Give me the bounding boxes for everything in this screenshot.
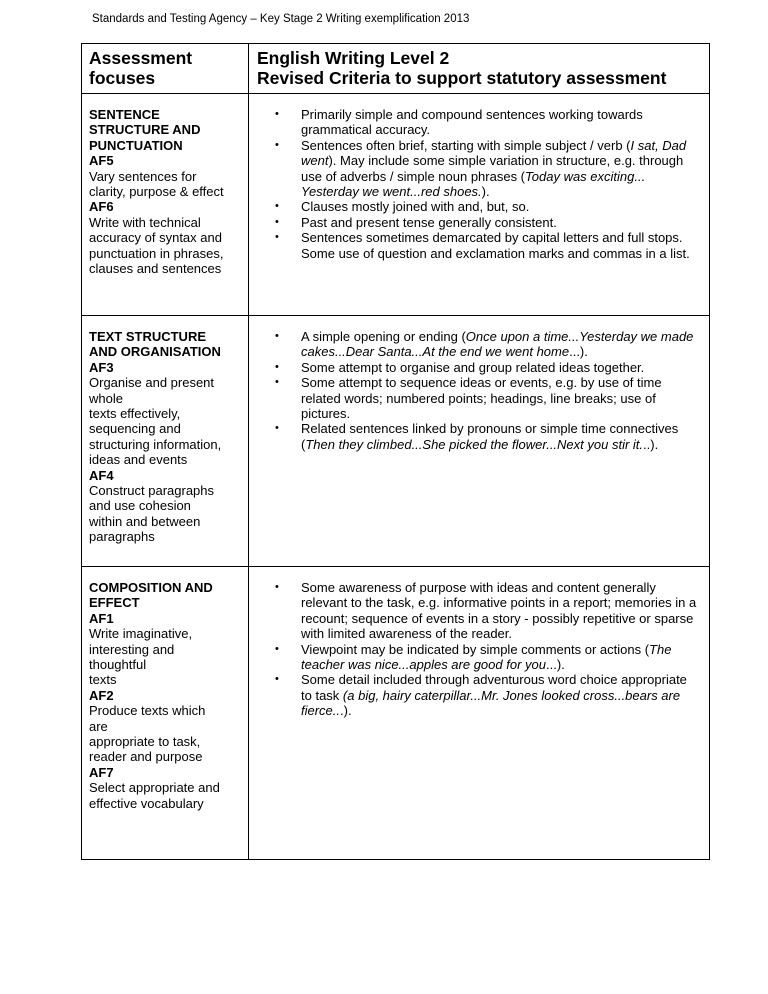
page-header: Standards and Testing Agency – Key Stage 2 Writing exemplification 2013 bbox=[92, 13, 470, 25]
af-description: texts bbox=[89, 672, 117, 688]
af-description: reader and purpose bbox=[89, 749, 203, 765]
af-description: Construct paragraphs bbox=[89, 483, 215, 499]
af-description: ideas and events bbox=[89, 452, 188, 468]
criteria-item bbox=[249, 421, 701, 452]
table-header-row bbox=[82, 44, 710, 94]
criteria-list bbox=[249, 107, 701, 261]
criteria-item bbox=[249, 329, 701, 360]
criteria-item bbox=[249, 107, 701, 138]
criteria-item bbox=[249, 375, 701, 421]
af-code: AF1 bbox=[89, 610, 114, 626]
section-heading: PUNCTUATION bbox=[89, 137, 183, 153]
criteria-text: ). bbox=[481, 184, 490, 200]
af-description: thoughtful bbox=[89, 657, 147, 673]
af-description: punctuation in phrases, bbox=[89, 245, 224, 261]
criteria-text: Some attempt to organise and group related ideas together. bbox=[301, 359, 645, 375]
criteria-text: ). May include some simple variation in structure, e.g. through use of adverbs / simple noun phrases ( bbox=[301, 153, 684, 184]
af-description: are bbox=[89, 718, 108, 734]
criteria-header bbox=[249, 44, 710, 94]
criteria-text: A simple opening or ending ( bbox=[301, 329, 466, 344]
criteria-text: Some detail included through adventurous word choice appropriate to task bbox=[301, 672, 687, 703]
criteria-text: Sentences sometimes demarcated by capital letters and full stops. Some use of question and exclamation marks and commas in a list. bbox=[301, 230, 690, 261]
assessment-focuses-header bbox=[82, 44, 249, 94]
criteria-text: Past and present tense generally consistent. bbox=[301, 214, 557, 230]
af-code: AF6 bbox=[89, 199, 114, 215]
section-heading: EFFECT bbox=[89, 595, 140, 611]
af-description: Organise and present bbox=[89, 375, 215, 391]
header-line: Revised Criteria to support statutory assessment bbox=[257, 68, 667, 88]
criteria-item bbox=[249, 215, 701, 230]
af-code: AF3 bbox=[89, 359, 114, 375]
af-description: texts effectively, bbox=[89, 406, 181, 422]
af-description: within and between bbox=[89, 513, 201, 529]
section-heading: AND ORGANISATION bbox=[89, 344, 221, 360]
example-text: Once upon a time...Yesterday we made cakes...Dear Santa...At the end we went home bbox=[301, 329, 694, 360]
table-row bbox=[82, 567, 710, 860]
criteria-text: ...). bbox=[545, 657, 565, 673]
example-text: Then they climbed...She picked the flower...Next you stir it. bbox=[305, 436, 644, 452]
header-line: Assessment bbox=[89, 48, 193, 68]
criteria-text: ...). bbox=[569, 344, 588, 360]
af-description: Write with technical bbox=[89, 214, 201, 230]
table-row bbox=[82, 94, 710, 316]
header-line: focuses bbox=[89, 68, 156, 88]
criteria-item bbox=[249, 230, 701, 261]
section-heading: STRUCTURE AND bbox=[89, 122, 201, 138]
example-text: Today was exciting... Yesterday we went...red shoes. bbox=[301, 168, 646, 200]
criteria-text: Sentences often brief, starting with simple subject / verb ( bbox=[301, 137, 631, 153]
section-heading: SENTENCE bbox=[89, 107, 160, 122]
example-text: (a big, hairy caterpillar...Mr. Jones looked cross...bears are fierce.. bbox=[301, 687, 681, 719]
af-code: AF4 bbox=[89, 467, 114, 483]
af-description: Select appropriate and bbox=[89, 780, 220, 796]
af-description: sequencing and bbox=[89, 421, 181, 437]
criteria-cell bbox=[249, 94, 710, 316]
af-code: AF7 bbox=[89, 764, 114, 780]
af-description: whole bbox=[89, 390, 123, 406]
criteria-text: ..). bbox=[643, 436, 659, 452]
af-description: interesting and bbox=[89, 641, 175, 657]
criteria-text: Some awareness of purpose with ideas and content generally relevant to the task, e.g. informative points in a report; memories in a recount; sequence of events in a story - possibly repetitive or sparse with limited awareness of the reader. bbox=[301, 580, 697, 642]
af-description: and use cohesion bbox=[89, 498, 191, 514]
criteria-cell bbox=[249, 567, 710, 860]
criteria-list bbox=[249, 580, 701, 719]
af-description: structuring information, bbox=[89, 436, 222, 452]
header-line: English Writing Level 2 bbox=[257, 48, 450, 68]
af-description: clarity, purpose & effect bbox=[89, 184, 224, 200]
criteria-text: Viewpoint may be indicated by simple comments or actions ( bbox=[301, 641, 650, 657]
criteria-item bbox=[249, 642, 701, 673]
criteria-list bbox=[249, 329, 701, 452]
criteria-text: .). bbox=[340, 703, 352, 719]
criteria-item bbox=[249, 672, 701, 718]
assessment-focus-cell bbox=[82, 316, 249, 567]
af-description: Write imaginative, bbox=[89, 626, 193, 642]
af-description: effective vocabulary bbox=[89, 795, 204, 811]
criteria-table bbox=[81, 43, 710, 860]
table-row bbox=[82, 316, 710, 567]
af-description: clauses and sentences bbox=[89, 261, 222, 277]
section-heading: COMPOSITION AND bbox=[89, 580, 213, 595]
criteria-item bbox=[249, 360, 701, 375]
criteria-item bbox=[249, 580, 701, 642]
af-description: paragraphs bbox=[89, 529, 155, 545]
af-description: Vary sentences for bbox=[89, 168, 197, 184]
section-heading: TEXT STRUCTURE bbox=[89, 329, 206, 344]
af-code: AF5 bbox=[89, 153, 114, 169]
assessment-focus-cell bbox=[82, 94, 249, 316]
af-description: Produce texts which bbox=[89, 703, 206, 719]
criteria-text: Primarily simple and compound sentences working towards grammatical accuracy. bbox=[301, 107, 643, 138]
criteria-item bbox=[249, 199, 701, 214]
criteria-text: Some attempt to sequence ideas or events, e.g. by use of time related words; numbered points; headings, line breaks; use of pictures. bbox=[301, 375, 662, 422]
af-description: appropriate to task, bbox=[89, 734, 201, 750]
af-code: AF2 bbox=[89, 687, 114, 703]
assessment-focus-cell bbox=[82, 567, 249, 860]
criteria-text: Clauses mostly joined with and, but, so. bbox=[301, 199, 530, 215]
criteria-cell bbox=[249, 316, 710, 567]
criteria-item bbox=[249, 138, 701, 200]
af-description: accuracy of syntax and bbox=[89, 230, 222, 246]
criteria-text: Related sentences linked by pronouns or simple time connectives ( bbox=[301, 421, 679, 452]
example-text: I sat, Dad went bbox=[301, 137, 687, 169]
example-text: The teacher was nice...apples are good for you bbox=[301, 641, 672, 673]
